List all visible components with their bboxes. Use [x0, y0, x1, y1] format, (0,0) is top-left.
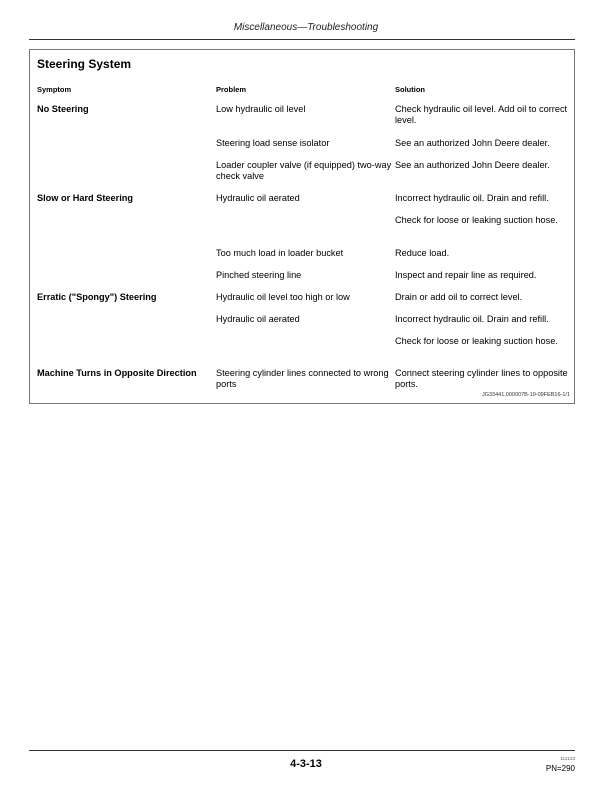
- reference-code: JG33441,000007B-19-09FEB16-1/1: [481, 392, 570, 398]
- solution-cell: See an authorized John Deere dealer.: [395, 138, 550, 148]
- problem-cell: Low hydraulic oil level: [216, 104, 306, 114]
- column-header-symptom: Symptom: [37, 85, 72, 94]
- solution-cell: Inspect and repair line as required.: [395, 270, 537, 280]
- column-header-problem: Problem: [216, 85, 247, 94]
- pn-label: PN=290: [545, 764, 575, 773]
- solution-cell: Check hydraulic oil level. Add oil to correct level.: [395, 104, 568, 125]
- symptom-cell: No Steering: [37, 104, 89, 114]
- solution-cell: See an authorized John Deere dealer.: [395, 160, 550, 170]
- symptom-cell: Erratic ("Spongy") Steering: [37, 292, 157, 302]
- header-divider: [29, 39, 575, 40]
- solution-cell: Incorrect hydraulic oil. Drain and refill.: [395, 314, 549, 324]
- solution-cell: Incorrect hydraulic oil. Drain and refill.: [395, 193, 549, 203]
- section-title: Steering System: [37, 57, 132, 71]
- date-code: 112123: [560, 756, 575, 761]
- problem-cell: Pinched steering line: [216, 270, 302, 280]
- symptom-cell: Slow or Hard Steering: [37, 193, 133, 203]
- symptom-cell: Machine Turns in Opposite Direction: [37, 368, 197, 378]
- column-header-solution: Solution: [395, 85, 425, 94]
- solution-cell: Connect steering cylinder lines to opposite ports.: [395, 368, 568, 389]
- solution-cell: Check for loose or leaking suction hose.: [395, 336, 558, 346]
- problem-cell: Steering load sense isolator: [216, 138, 330, 148]
- solution-cell: Check for loose or leaking suction hose.: [395, 215, 558, 225]
- page-number: 4-3-13: [290, 758, 322, 770]
- problem-cell: Steering cylinder lines connected to wrong ports: [216, 368, 389, 389]
- solution-cell: Reduce load.: [395, 248, 450, 258]
- running-header: Miscellaneous—Troubleshooting: [233, 22, 379, 33]
- footer-divider: [29, 750, 575, 751]
- problem-cell: Hydraulic oil aerated: [216, 193, 300, 203]
- problem-cell: Too much load in loader bucket: [216, 248, 344, 258]
- problem-cell: Loader coupler valve (if equipped) two-way check valve: [216, 160, 392, 181]
- problem-cell: Hydraulic oil level too high or low: [216, 292, 350, 302]
- solution-cell: Drain or add oil to correct level.: [395, 292, 523, 302]
- problem-cell: Hydraulic oil aerated: [216, 314, 300, 324]
- troubleshooting-table-frame: [29, 49, 575, 404]
